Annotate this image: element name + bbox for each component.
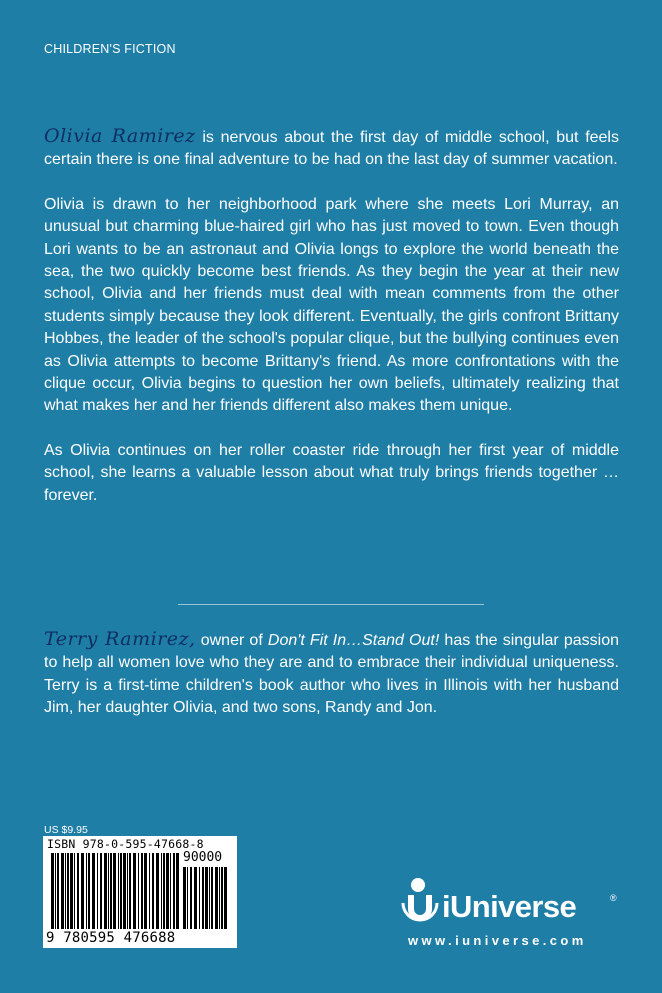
isbn-barcode (43, 836, 237, 948)
book-blurb (44, 125, 619, 529)
price-label: US $9.95 (44, 824, 88, 836)
protagonist-name: Olivia Ramirez (44, 125, 196, 147)
barcode-digits: 9 780595 476688 (46, 930, 176, 946)
section-divider (178, 604, 484, 605)
publisher-logo (398, 877, 628, 957)
author-business-name: Don't Fit In…Stand Out! (267, 632, 440, 649)
addon-barcode-bars (183, 867, 229, 932)
blurb-paragraph-1 (44, 125, 619, 172)
blurb-paragraph-2: Olivia is drawn to her neighborhood park where she meets Lori Murray, an unusual but charming blue-haired girl who has just moved to town. Even though Lori wants to be an astronaut and Olivia longs to explore the world beneath the sea, the two quickly become best friends. As they begin the year at their new school, Olivia and her friends must deal with mean comments from the other students simply because they look different. Eventually, the girls confront Brittany Hobbes, the leader of the school's popular clique, but the bullying continues even as Olivia attempts to become Brittany's friend. As more confrontations with the clique occur, Olivia begins to question her own beliefs, ultimately realizing that what makes her and her friends different also makes them unique. (44, 195, 619, 415)
publisher-name: iUniverse (442, 889, 577, 924)
iuniverse-logo-icon (398, 877, 442, 929)
publisher-url: www.iuniverse.com (408, 933, 587, 948)
ean-barcode-bars (51, 853, 179, 931)
author-bio-text-a: owner of (195, 632, 268, 649)
author-bio-text-b: has the singular passion to help all women love who they are and to embrace their individual uniqueness. Terry is a first-time children's book author who lives in Illinois with her husband Jim, her daughter Olivia, and two sons, Randy and Jon. (44, 632, 620, 717)
author-name: Terry Ramirez, (44, 628, 196, 650)
blurb-intro-text: is nervous about the first day of middle school, but feels certain there is one final adventure to be had on the last day of summer vacation. (44, 129, 619, 169)
isbn-label: ISBN 978-0-595-47668-8 (47, 837, 204, 851)
blurb-paragraph-3: As Olivia continues on her roller coaster ride through her first year of middle school, she learns a valuable lesson about what truly brings friends together … forever. (44, 441, 619, 504)
registered-mark: ® (610, 893, 617, 903)
author-bio (44, 628, 619, 720)
genre-label: CHILDREN'S FICTION (44, 42, 176, 56)
price-code: 90000 (183, 850, 223, 865)
